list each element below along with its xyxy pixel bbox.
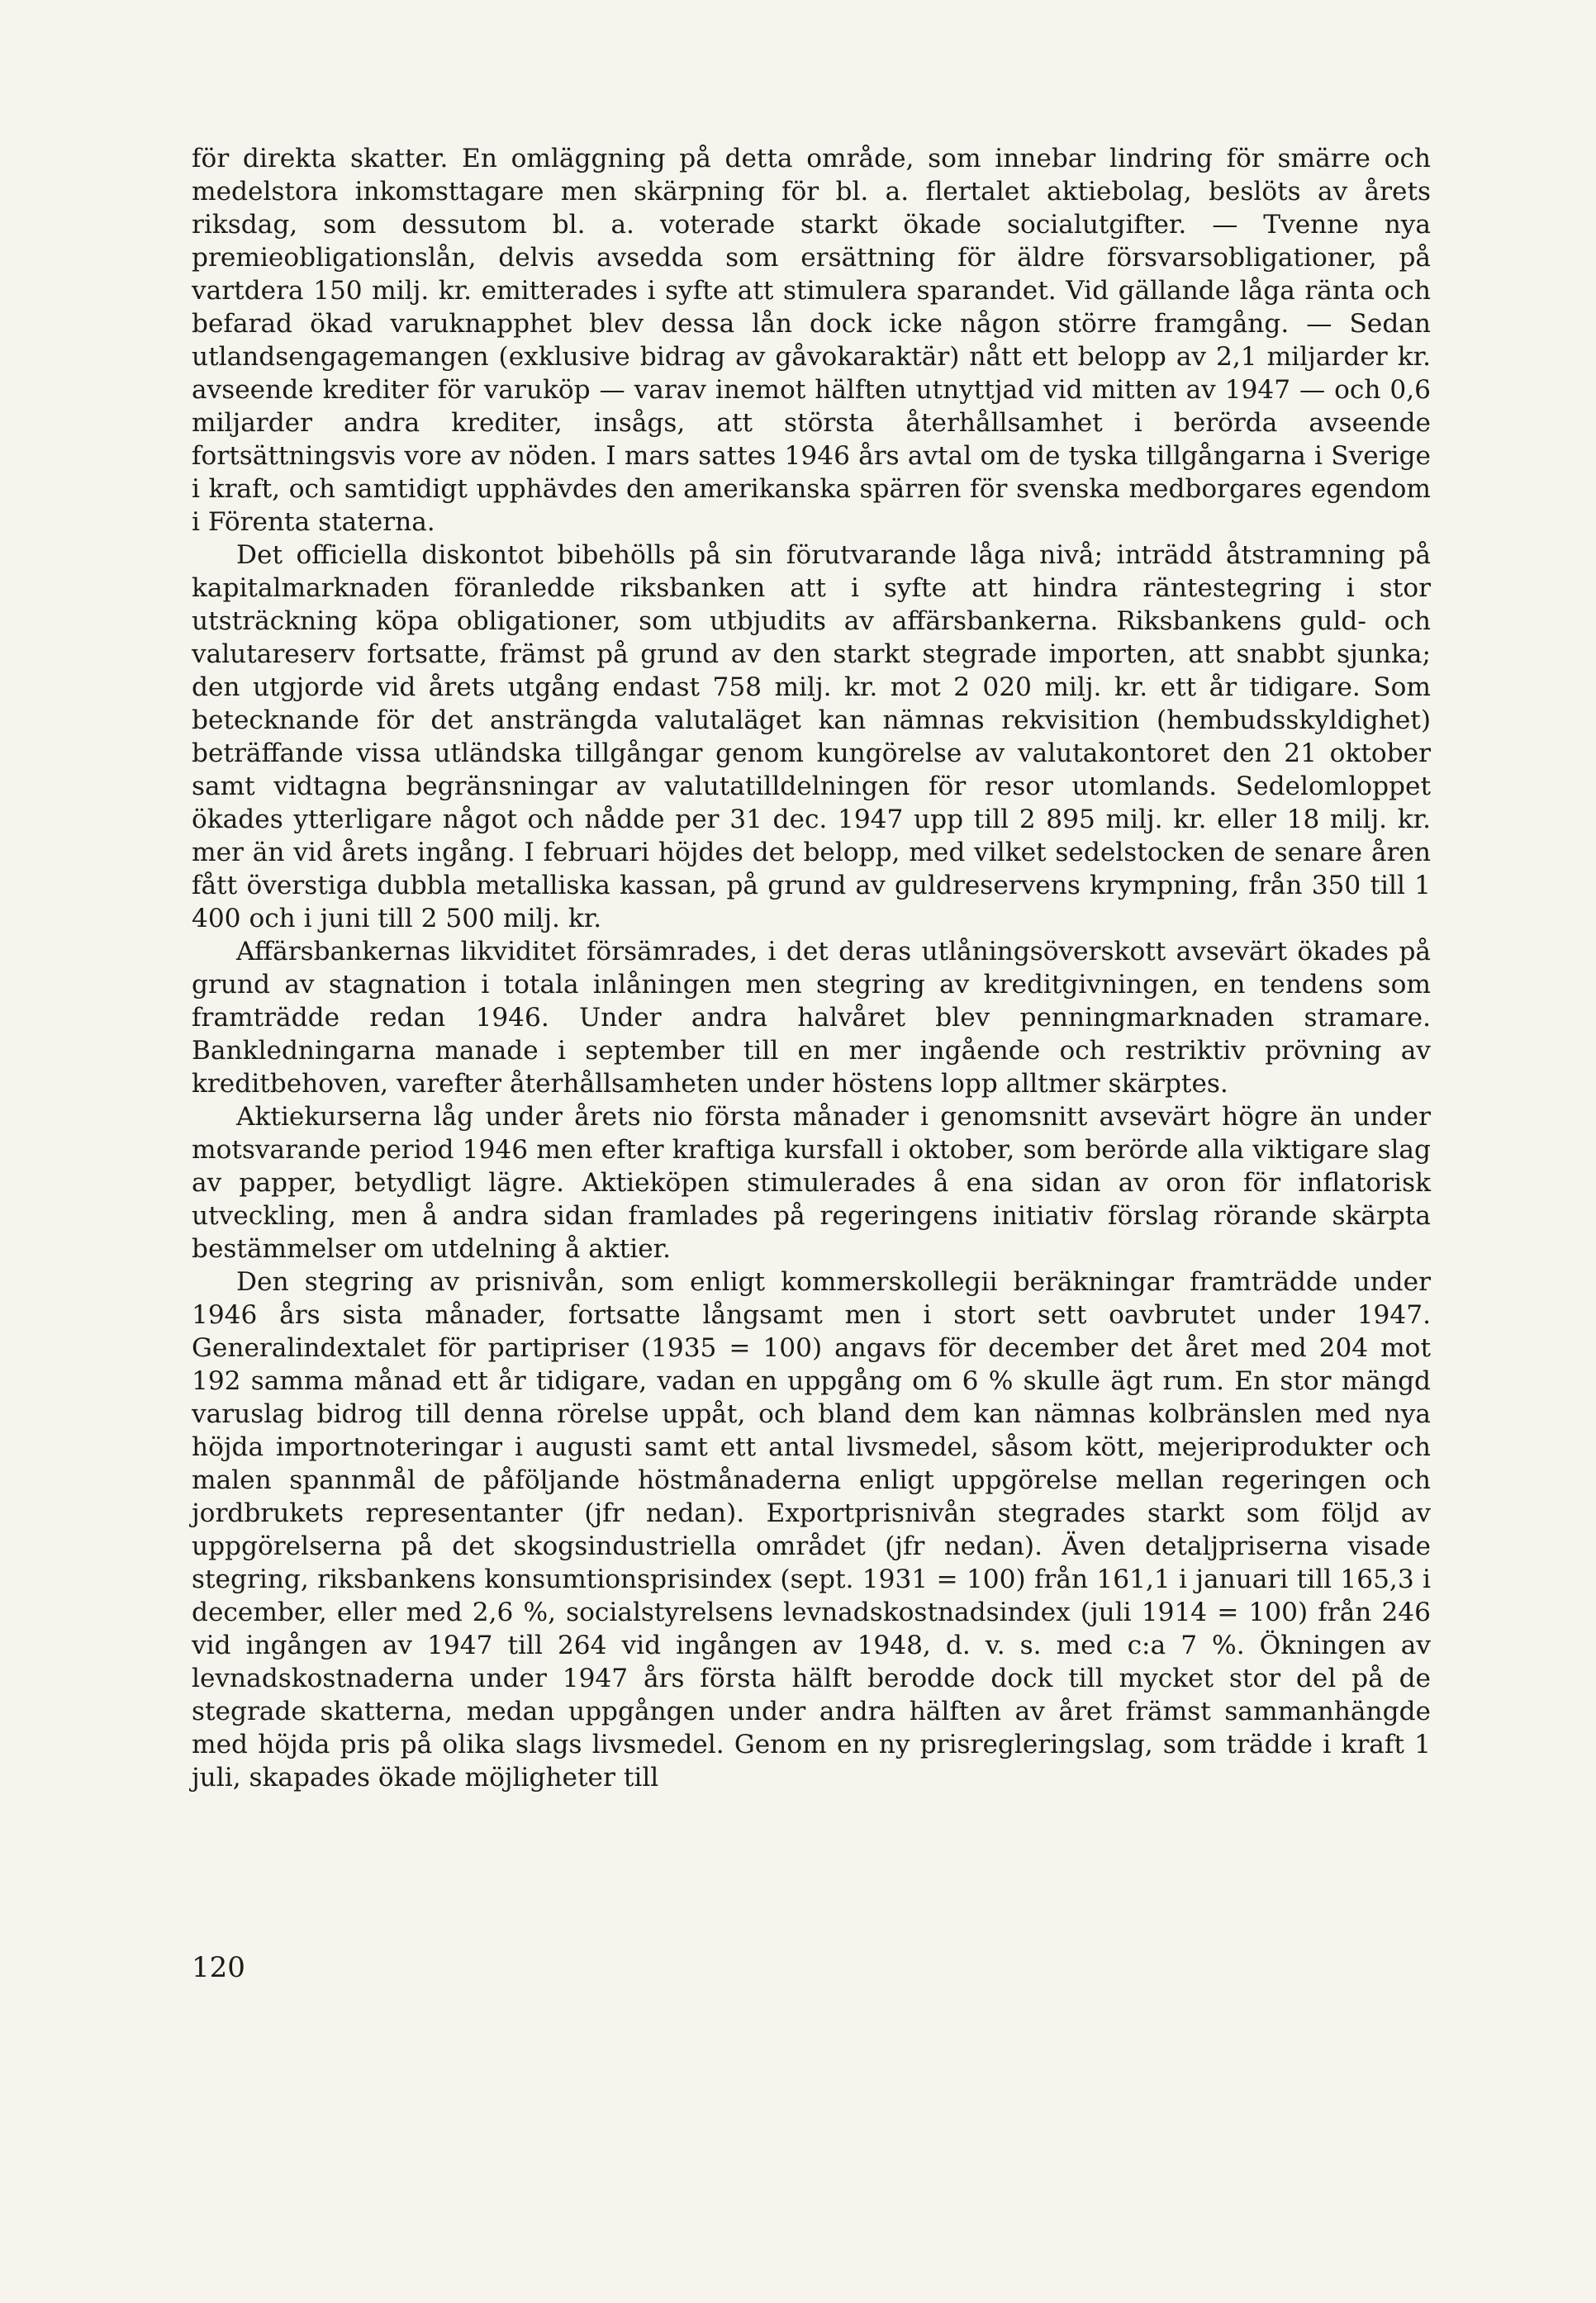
- body-text: [192, 142, 1431, 1794]
- paragraph-price-level: Den stegring av prisnivån, som enligt kommerskollegii beräkningar framträdde under 1946 års sista månader, fortsatte långsamt men i stort sett oavbrutet under 1947. Generalindextalet för partipriser (1935 = 100) angavs för december det året med 204 mot 192 samma månad ett år tidigare, vadan en uppgång om 6 % skulle ägt rum. En stor mängd varuslag bidrog till denna rörelse uppåt, och bland dem kan nämnas kolbränslen med nya höjda importnoteringar i augusti samt ett antal livsmedel, såsom kött, mejeriprodukter och malen spannmål de påföljande höstmånaderna enligt uppgörelse mellan regeringen och jordbrukets representanter (jfr nedan). Exportprisnivån stegrades starkt som följd av uppgörelserna på det skogsindustriella området (jfr nedan). Även detaljpriserna visade stegring, riksbankens konsumtionsprisindex (sept. 1931 = 100) från 161,1 i januari till 165,3 i december, eller med 2,6 %, socialstyrelsens levnadskostnadsindex (juli 1914 = 100) från 246 vid ingången av 1947 till 264 vid ingången av 1948, d. v. s. med c:a 7 %. Ökningen av levnadskostnaderna under 1947 års första hälft berodde dock till mycket stor del på de stegrade skatterna, medan uppgången under andra hälften av året främst sammanhängde med höjda pris på olika slags livsmedel. Genom en ny prisregleringslag, som trädde i kraft 1 juli, skapades ökade möjligheter till: [192, 1267, 1431, 1793]
- page-number: 120: [192, 1951, 245, 1984]
- paragraph-taxes-and-loans: för direkta skatter. En omläggning på detta område, som innebar lindring för smärre och medelstora inkomsttagare men skärpning för bl. a. flertalet aktiebolag, beslöts av årets riksdag, som dessutom bl. a. voterade starkt ökade socialutgifter. — Tvenne nya premieobligationslån, delvis avsedda som ersättning för äldre försvarsobligationer, på vartdera 150 milj. kr. emitterades i syfte att stimulera sparandet. Vid gällande låga ränta och befarad ökad varuknapphet blev dessa lån dock icke någon större framgång. — Sedan utlandsengagemangen (exklusive bidrag av gåvokaraktär) nått ett belopp av 2,1 miljarder kr. avseende krediter för varuköp — varav inemot hälften utnyttjad vid mitten av 1947 — och 0,6 miljarder andra krediter, insågs, att största återhållsamhet i berörda avseende fortsättningsvis vore av nöden. I mars sattes 1946 års avtal om de tyska tillgångarna i Sverige i kraft, och samtidigt upphävdes den amerikanska spärren för svenska medborgares egendom i Förenta staterna.: [192, 144, 1431, 537]
- paragraph-share-prices: Aktiekurserna låg under årets nio första månader i genomsnitt avsevärt högre än under motsvarande period 1946 men efter kraftiga kursfall i oktober, som berörde alla viktigare slag av papper, betydligt lägre. Aktieköpen stimulerades å ena sidan av oron för inflatorisk utveckling, men å andra sidan framlades på regeringens initiativ förslag rörande skärpta bestämmelser om utdelning å aktier.: [192, 1102, 1431, 1264]
- paragraph-bank-liquidity: Affärsbankernas likviditet försämrades, i det deras utlåningsöverskott avsevärt ökades på grund av stagnation i totala inlåningen men stegring av kreditgivningen, en tendens som framträdde redan 1946. Under andra halvåret blev penningmarknaden stramare. Bankledningarna manade i september till en mer ingående och restriktiv prövning av kreditbehoven, varefter återhållsamheten under höstens lopp alltmer skärptes.: [192, 937, 1431, 1099]
- paragraph-discount-rate: Det officiella diskontot bibehölls på sin förutvarande låga nivå; inträdd åtstramning på kapitalmarknaden föranledde riksbanken att i syfte att hindra räntestegring i stor utsträckning köpa obligationer, som utbjudits av affärsbankerna. Riksbankens guld- och valutareserv fortsatte, främst på grund av den starkt stegrade importen, att snabbt sjunka; den utgjorde vid årets utgång endast 758 milj. kr. mot 2 020 milj. kr. ett år tidigare. Som betecknande för det ansträngda valutaläget kan nämnas rekvisition (hembudsskyldighet) beträffande vissa utländska tillgångar genom kungörelse av valutakontoret den 21 oktober samt vidtagna begränsningar av valutatilldelningen för resor utomlands. Sedelomloppet ökades ytterligare något och nådde per 31 dec. 1947 upp till 2 895 milj. kr. eller 18 milj. kr. mer än vid årets ingång. I februari höjdes det belopp, med vilket sedelstocken de senare åren fått överstiga dubbla metalliska kassan, på grund av guldreservens krympning, från 350 till 1 400 och i juni till 2 500 milj. kr.: [192, 540, 1431, 933]
